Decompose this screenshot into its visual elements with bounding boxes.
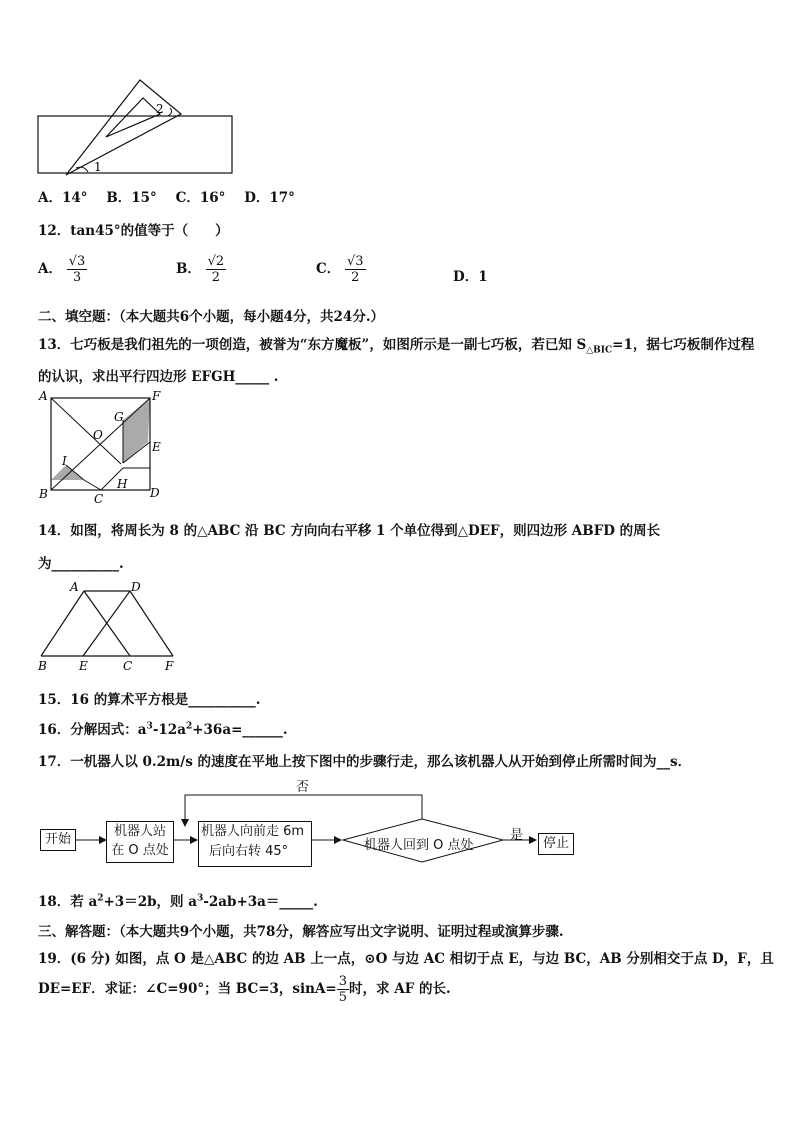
set-square-outer xyxy=(66,80,181,175)
point-b-label: B xyxy=(39,487,48,501)
q14-line-2: 为__________. xyxy=(38,556,124,572)
q12-c-fraction: $\frac{√3}{2}$ xyxy=(346,254,364,285)
q19-line-2: DE=EF．求证：∠C=90°；当 BC=3，sinA= $\frac{3}{5}$ 时，求 AF 的长. xyxy=(38,974,451,1005)
q11-option-a: A．14° xyxy=(38,190,88,206)
section-2-heading: 二、填空题：（本大题共6个小题，每小题4分，共24分.） xyxy=(38,309,385,325)
q12-option-b: B． $\frac{√2}{2}$ xyxy=(176,254,225,285)
point-a-label: A xyxy=(39,389,48,403)
section-3-heading: 三、解答题：（本大题共9个小题，共78分，解答应写出文字说明、证明过程或演算步骤. xyxy=(38,924,564,940)
q13-line-2: 的认识，求出平行四边形 EFGH_____ . xyxy=(38,369,279,385)
q11-figure xyxy=(36,70,236,178)
flow-step2: 机器人向前走 6m 后向右转 45° xyxy=(198,821,312,867)
point-a-label: A xyxy=(70,580,79,594)
point-f-label: F xyxy=(165,659,174,673)
line-c-i xyxy=(84,480,101,490)
q16: 16．分解因式：$a^3-12a^2+36a=\_\_\_\_\_\_$. xyxy=(38,721,288,738)
q14-figure xyxy=(36,578,186,673)
point-o-label: O xyxy=(93,428,103,442)
point-c-label: C xyxy=(123,659,133,673)
angle-2-arc xyxy=(168,108,172,116)
q12-a-fraction: $\frac{√3}{3}$ xyxy=(68,254,86,285)
flow-no-label: 否 xyxy=(296,780,310,795)
point-e-label: E xyxy=(79,659,88,673)
line-d-f xyxy=(130,591,173,656)
flow-start: 开始 xyxy=(40,829,76,851)
q17: 17．一机器人以 0.2m/s 的速度在平地上按下图中的步骤行走，那么该机器人从开始到停止所需时间为__s． xyxy=(38,754,692,770)
point-d-label: D xyxy=(150,486,160,500)
point-g-label: G xyxy=(114,410,124,424)
q12-b-fraction: $\frac{√2}{2}$ xyxy=(207,254,225,285)
line-a-b xyxy=(41,591,84,656)
angle-1-label: 1 xyxy=(94,160,102,174)
triangle-bic xyxy=(51,465,84,480)
point-i-label: I xyxy=(62,454,67,468)
flow-step1: 机器人站 在 O 点处 xyxy=(106,821,174,863)
point-c-label: C xyxy=(94,492,104,503)
q11-option-c: C．16° xyxy=(175,190,226,206)
flow-decision-text: 机器人回到 O 点处 xyxy=(364,838,474,853)
q12-stem: 12．tan45°的值等于（ ） xyxy=(38,223,229,239)
angle-2-label: 2 xyxy=(156,102,164,116)
point-e-label: E xyxy=(152,440,161,454)
q13-tangram-figure xyxy=(36,388,166,503)
angle-1-arc xyxy=(76,167,88,172)
q13-line-1: 13．七巧板是我们祖先的一项创造，被誉为“东方魔板”，如图所示是一副七巧板，若已知 $S_{\triangle BIC}=1$，据七巧板制作过程 xyxy=(38,337,755,356)
set-square-inner xyxy=(106,98,160,137)
q11-options xyxy=(38,186,295,206)
q12-option-a: A． $\frac{√3}{3}$ xyxy=(38,254,86,285)
q14-line-1: 14．如图，将周长为 8 的△ABC 沿 BC 方向向右平移 1 个单位得到△DEF，则四边形 ABFD 的周长 xyxy=(38,523,661,539)
q19-line-1: 19．(6 分) 如图，点 O 是△ABC 的边 AB 上一点，⊙O 与边 AC 相切于点 E，与边 BC，AB 分别相交于点 D，F，且 xyxy=(38,951,774,967)
flow-stop: 停止 xyxy=(538,833,574,855)
q12-option-c: C． $\frac{√3}{2}$ xyxy=(316,254,364,285)
point-f-label: F xyxy=(152,389,161,403)
q11-option-d: D．17° xyxy=(244,190,295,206)
q18: 18．若 $a^2+3=2b$，则 $a^3-2ab+3a=\_\_\_\_\_$. xyxy=(38,893,318,910)
q15: 15．16 的算术平方根是__________. xyxy=(38,692,261,708)
parallelogram-efgh xyxy=(123,398,150,463)
q11-option-b: B．15° xyxy=(106,190,157,206)
point-h-label: H xyxy=(117,477,128,491)
point-b-label: B xyxy=(38,659,47,673)
flow-yes-label: 是 xyxy=(510,828,524,843)
q12-option-d: D．1 xyxy=(453,269,488,285)
point-d-label: D xyxy=(131,580,141,594)
q19-fraction: $\frac{3}{5}$ xyxy=(338,974,348,1005)
